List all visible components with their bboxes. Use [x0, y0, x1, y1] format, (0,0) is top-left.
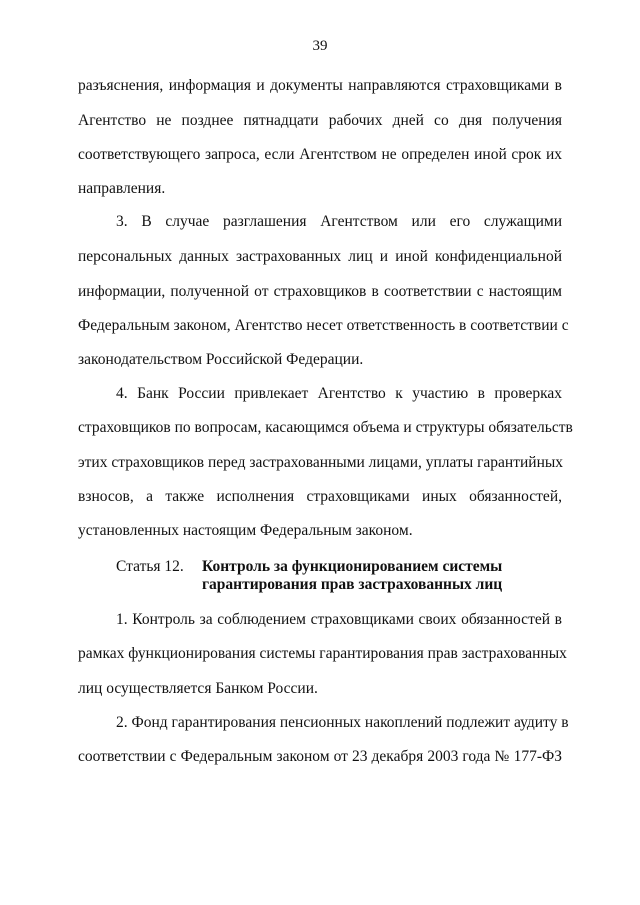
text-line: взносов, а также исполнения страховщиками иных обязанностей,: [78, 488, 562, 505]
text-line: установленных настоящим Федеральным законом.: [78, 522, 413, 539]
text-line: 2. Фонд гарантирования пенсионных накоплений подлежит аудиту в: [116, 714, 569, 731]
text-line: 3. В случае разглашения Агентством или его служащими: [116, 213, 562, 230]
text-line: персональных данных застрахованных лиц и иной конфиденциальной: [78, 248, 562, 265]
text-line: разъяснения, информация и документы направляются страховщиками в: [78, 77, 562, 94]
text-line: Агентство не позднее пятнадцати рабочих дней со дня получения: [78, 112, 562, 129]
text-line: 4. Банк России привлекает Агентство к участию в проверках: [116, 385, 562, 402]
text-line: направления.: [78, 180, 166, 197]
article-title: [202, 558, 502, 594]
text-line: соответствии с Федеральным законом от 23 декабря 2003 года № 177-ФЗ: [78, 748, 562, 765]
text-line: законодательством Российской Федерации.: [78, 351, 364, 368]
text-line: информации, полученной от страховщиков в соответствии с настоящим: [78, 283, 562, 300]
article-title-line: Контроль за функционированием системы: [202, 558, 503, 575]
text-line: лиц осуществляется Банком России.: [78, 680, 318, 697]
text-line: этих страховщиков перед застрахованными лицами, уплаты гарантийных: [78, 454, 564, 471]
article-label: Статья 12.: [116, 558, 184, 575]
text-line: Федеральным законом, Агентство несет ответственность в соответствии с: [78, 317, 569, 334]
text-line: соответствующего запроса, если Агентством не определен иной срок их: [78, 146, 562, 163]
text-line: рамках функционирования системы гарантирования прав застрахованных: [78, 645, 567, 662]
article-title-line: гарантирования прав застрахованных лиц: [202, 576, 503, 593]
page-number: 39: [312, 38, 328, 54]
text-line: страховщиков по вопросам, касающимся объема и структуры обязательств: [78, 419, 573, 436]
text-line: 1. Контроль за соблюдением страховщиками своих обязанностей в: [116, 611, 562, 628]
